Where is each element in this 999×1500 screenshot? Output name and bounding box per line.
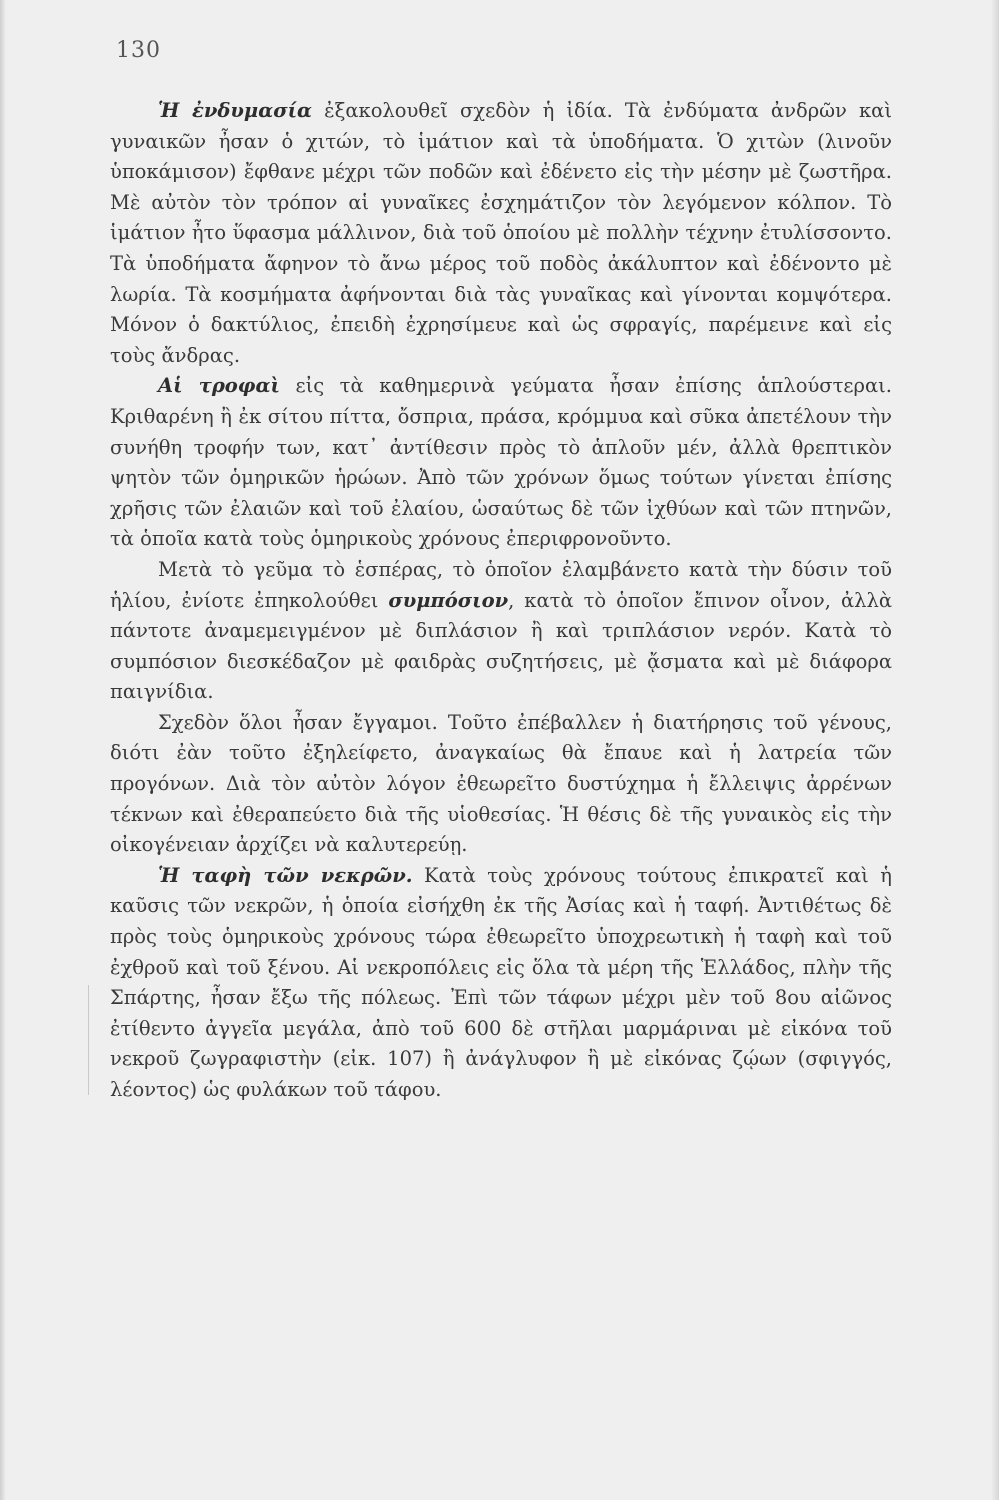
paragraph-text: εἰς τὰ καθημερινὰ γεύματα ἦσαν ἐπίσης ἁπλούστεραι. Κριθαρένη ἢ ἐκ σίτου πίττα, ὄσπρια, πράσα, κρόμμυα καὶ σῦκα ἀπετέλουν τὴν συνήθη τροφήν των, κατ᾽ ἀντίθεσιν πρὸς τὸ ἁπλοῦν μέν, ἀλλὰ θρεπτικὸν ψητὸν τῶν ὁμηρικῶν ἡρώων. Ἀπὸ τῶν χρόνων ὅμως τούτων γίνεται ἐπίσης χρῆσις τῶν ἐλαιῶν καὶ τοῦ ἐλαίου, ὡσαύτως δὲ τῶν ἰχθύων καὶ τῶν πτηνῶν, τὰ ὁποῖα κατὰ τοὺς ὁμηρικοὺς χρόνους ἐπεριφρονοῦντο. <box>110 374 892 551</box>
paragraph-text: ἐξακολουθεῖ σχεδὸν ἡ ἰδία. Τὰ ἐνδύματα ἀνδρῶν καὶ γυναικῶν ἦσαν ὁ χιτών, τὸ ἱμάτιον καὶ τὰ ὑποδήματα. Ὁ χιτὼν (λινοῦν ὑποκάμισον) ἔφθανε μέχρι τῶν ποδῶν καὶ ἐδένετο εἰς τὴν μέσην μὲ ζωστῆρα. Μὲ αὐτὸν τὸν τρόπον αἱ γυναῖκες ἐσχημάτιζον τὸν λεγόμενον κόλπον. Τὸ ἱμάτιον ἦτο ὕφασμα μάλλινον, διὰ τοῦ ὁποίου μὲ πολλὴν τέχνην ἐτυλίσσοντο. Τὰ ὑποδήματα ἄφηνον τὸ ἄνω μέρος τοῦ ποδὸς ἀκάλυπτον καὶ ἐδένοντο μὲ λωρία. Τὰ κοσμήματα ἀφήνονται διὰ τὰς γυναῖκας καὶ γίνονται κομψότερα. Μόνον ὁ δακτύλιος, ἐπειδὴ ἐχρησίμευε καὶ ὡς σφραγίς, παρέμεινε καὶ εἰς τοὺς ἄνδρας. <box>110 99 892 367</box>
page-edge-right <box>991 0 999 1500</box>
paragraph-clothing <box>110 96 892 371</box>
page-edge-left <box>0 0 6 1500</box>
paragraph-food <box>110 371 892 555</box>
paragraph-text: , κατὰ τὸ ὁποῖον ἔπινον οἶνον, ἀλλὰ πάντοτε ἀναμεμειγμένον μὲ διπλάσιον ἢ καὶ τριπλάσιον νερόν. Κατὰ τὸ συμπόσιον διεσκέδαζον μὲ φαιδρὰς συζητήσεις, μὲ ᾄσματα καὶ μὲ διάφορα παιγνίδια. <box>110 588 892 704</box>
paragraph-text: Μετὰ τὸ γεῦμα τὸ ἑσπέρας, τὸ ὁποῖον ἐλαμβάνετο κατὰ τὴν δύσιν τοῦ ἡλίου, ἐνίοτε ἐπηκολούθει <box>110 557 892 612</box>
section-lead-food: Αἱ τροφαὶ <box>158 374 280 398</box>
page-number: 130 <box>116 38 161 63</box>
term-symposium: συμπόσιον <box>388 588 509 612</box>
paragraph-text: Σχεδὸν ὅλοι ἦσαν ἔγγαμοι. Τοῦτο ἐπέβαλλεν ἡ διατήρησις τοῦ γένους, διότι ἐὰν τοῦτο ἐξηλείφετο, ἀναγκαίως θὰ ἔπαυε καὶ ἡ λατρεία τῶν προγόνων. Διὰ τὸν αὐτὸν λόγον ἐθεωρεῖτο δυστύχημα ἡ ἔλλειψις ἀρρένων τέκνων καὶ ἐθεραπεύετο διὰ τῆς υἱοθεσίας. Ἡ θέσις δὲ τῆς γυναικὸς εἰς τὴν οἰκογένειαν ἀρχίζει νὰ καλυτερεύῃ. <box>110 710 892 857</box>
section-lead-clothing: Ἡ ἐνδυμασία <box>158 99 313 122</box>
section-lead-burial: Ἡ ταφὴ τῶν νεκρῶν. <box>158 863 413 887</box>
page-tear <box>88 985 111 1095</box>
paragraph-marriage <box>110 708 892 861</box>
paragraph-symposium <box>110 555 892 708</box>
paragraph-burial <box>110 861 892 1106</box>
paragraph-text: Κατὰ τοὺς χρόνους τούτους ἐπικρατεῖ καὶ ἡ καῦσις τῶν νεκρῶν, ἡ ὁποία εἰσήχθη ἐκ τῆς Ἀσίας καὶ ἡ ταφή. Ἀντιθέτως δὲ πρὸς τοὺς ὁμηρικοὺς χρόνους τώρα ἐθεωρεῖτο ὑποχρεωτικὴ ἡ ταφὴ καὶ τοῦ ἐχθροῦ καὶ τοῦ ξένου. Αἱ νεκροπόλεις εἰς ὅλα τὰ μέρη τῆς Ἑλλάδος, πλὴν τῆς Σπάρτης, ἦσαν ἔξω τῆς πόλεως. Ἐπὶ τῶν τάφων μέχρι μὲν τοῦ 8ου αἰῶνος ἐτίθεντο ἀγγεῖα μεγάλα, ἀπὸ τοῦ 600 δὲ στῆλαι μαρμάριναι μὲ εἰκόνα τοῦ νεκροῦ ζωγραφιστὴν (εἰκ. 107) ἢ ἀνάγλυφον ἢ μὲ εἰκόνας ζῴων (σφιγγός, λέοντος) ὡς φυλάκων τοῦ τάφου. <box>110 863 892 1101</box>
body-text <box>110 96 892 1106</box>
